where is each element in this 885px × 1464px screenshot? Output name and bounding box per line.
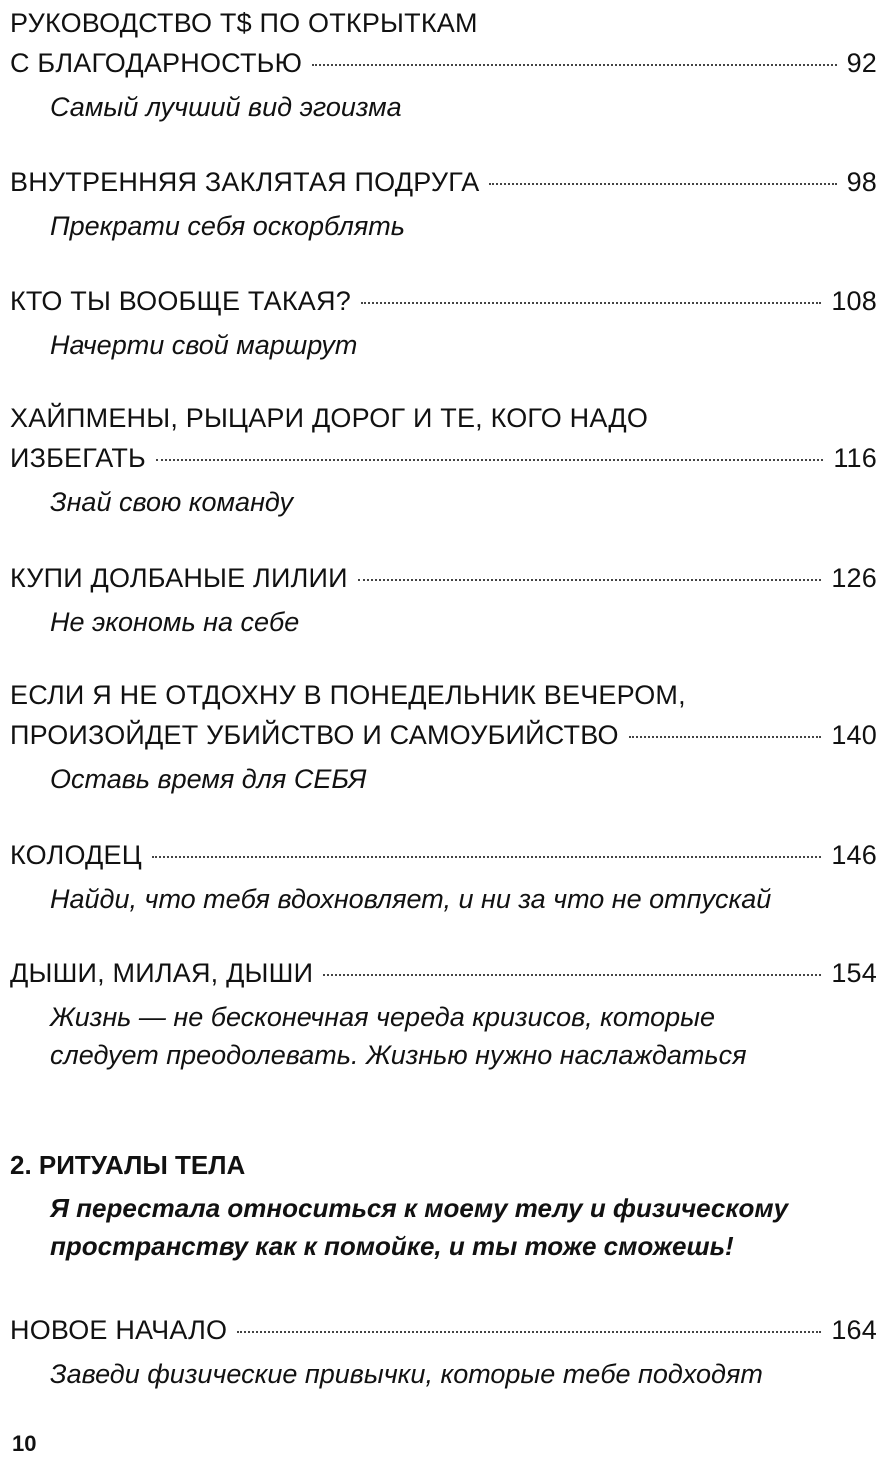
toc-entry-title: РУКОВОДСТВО T$ ПО ОТКРЫТКАМ <box>10 8 478 38</box>
dot-leader <box>323 974 821 976</box>
toc-entry-title-line <box>0 3 877 43</box>
toc-entry <box>0 3 877 126</box>
toc-entry-subtitle: следует преодолевать. Жизнью нужно наслаждаться <box>50 1040 747 1070</box>
toc-entry-subtitle: Самый лучший вид эгоизма <box>50 92 402 122</box>
section-heading <box>10 1145 870 1265</box>
toc-entry-title: ХАЙПМЕНЫ, РЫЦАРИ ДОРОГ И ТЕ, КОГО НАДО <box>10 403 649 433</box>
section-subtitle: Я перестала относиться к моему телу и физическому <box>50 1193 789 1223</box>
dot-leader <box>629 736 822 738</box>
toc-entry-title: КУПИ ДОЛБАНЫЕ ЛИЛИИ <box>10 563 348 593</box>
page-number: 98 <box>846 167 877 197</box>
toc-entry-title: КТО ТЫ ВООБЩЕ ТАКАЯ? <box>10 286 351 316</box>
toc-entry <box>0 1310 877 1393</box>
toc-entry-title-line <box>0 438 877 478</box>
toc-entry-subtitle: Начерти свой маршрут <box>50 330 358 360</box>
toc-entry-title-line <box>0 1310 877 1350</box>
dot-leader <box>237 1331 821 1333</box>
toc-entry-title: ЕСЛИ Я НЕ ОТДОХНУ В ПОНЕДЕЛЬНИК ВЕЧЕРОМ, <box>10 680 686 710</box>
toc-entry-title: ДЫШИ, МИЛАЯ, ДЫШИ <box>10 958 314 988</box>
toc-entry-title-line <box>0 835 877 875</box>
dot-leader <box>361 302 821 304</box>
section-title: 2. РИТУАЛЫ ТЕЛА <box>10 1150 246 1180</box>
toc-entry <box>0 953 877 1074</box>
toc-entry-subtitle: Найди, что тебя вдохновляет, и ни за что не отпускай <box>50 884 772 914</box>
toc-entry-title-line <box>0 953 877 993</box>
page-number: 108 <box>831 286 877 316</box>
page-number: 146 <box>831 840 877 870</box>
page-number: 164 <box>831 1315 877 1345</box>
toc-entry-title: ИЗБЕГАТЬ <box>10 443 146 473</box>
dot-leader <box>358 579 822 581</box>
toc-entry-subtitle: Заведи физические привычки, которые тебе подходят <box>50 1359 763 1389</box>
page-number: 154 <box>831 958 877 988</box>
toc-entry <box>0 675 877 798</box>
toc-entry <box>0 281 877 364</box>
toc-entry-title-line <box>0 558 877 598</box>
toc-entry <box>0 835 877 918</box>
toc-entry-title-line <box>0 715 877 755</box>
toc-entry-title-line <box>0 398 877 438</box>
toc-entry-title: КОЛОДЕЦ <box>10 840 142 870</box>
toc-entry-title: С БЛАГОДАРНОСТЬЮ <box>10 48 303 78</box>
toc-entry <box>0 558 877 641</box>
section-subtitle: пространству как к помойке, и ты тоже сможешь! <box>50 1231 734 1261</box>
dot-leader <box>312 64 837 66</box>
toc-entry-title: ВНУТРЕННЯЯ ЗАКЛЯТАЯ ПОДРУГА <box>10 167 480 197</box>
toc-entry-subtitle: Прекрати себя оскорблять <box>50 211 405 241</box>
toc-entry-subtitle: Жизнь — не бесконечная череда кризисов, которые <box>50 1002 716 1032</box>
page-number: 116 <box>833 443 877 473</box>
page-number: 126 <box>831 563 877 593</box>
toc-entry-subtitle: Оставь время для СЕБЯ <box>50 764 367 794</box>
toc-entry-title-line <box>0 43 877 83</box>
dot-leader <box>489 183 836 185</box>
toc-entry-title: ПРОИЗОЙДЕТ УБИЙСТВО И САМОУБИЙСТВО <box>10 720 619 750</box>
page-number: 92 <box>846 48 877 78</box>
toc-entry-subtitle: Знай свою команду <box>50 487 294 517</box>
dot-leader <box>156 459 823 461</box>
toc-entry-title-line <box>0 162 877 202</box>
toc-entry-subtitle: Не экономь на себе <box>50 607 300 637</box>
toc-entry-title-line <box>0 281 877 321</box>
page-number: 140 <box>831 720 877 750</box>
toc-entry-title: НОВОЕ НАЧАЛО <box>10 1315 228 1345</box>
dot-leader <box>152 856 821 858</box>
page-folio: 10 <box>12 1431 37 1456</box>
toc-entry <box>0 162 877 245</box>
toc-entry <box>0 398 877 521</box>
toc-entry-title-line <box>0 675 877 715</box>
